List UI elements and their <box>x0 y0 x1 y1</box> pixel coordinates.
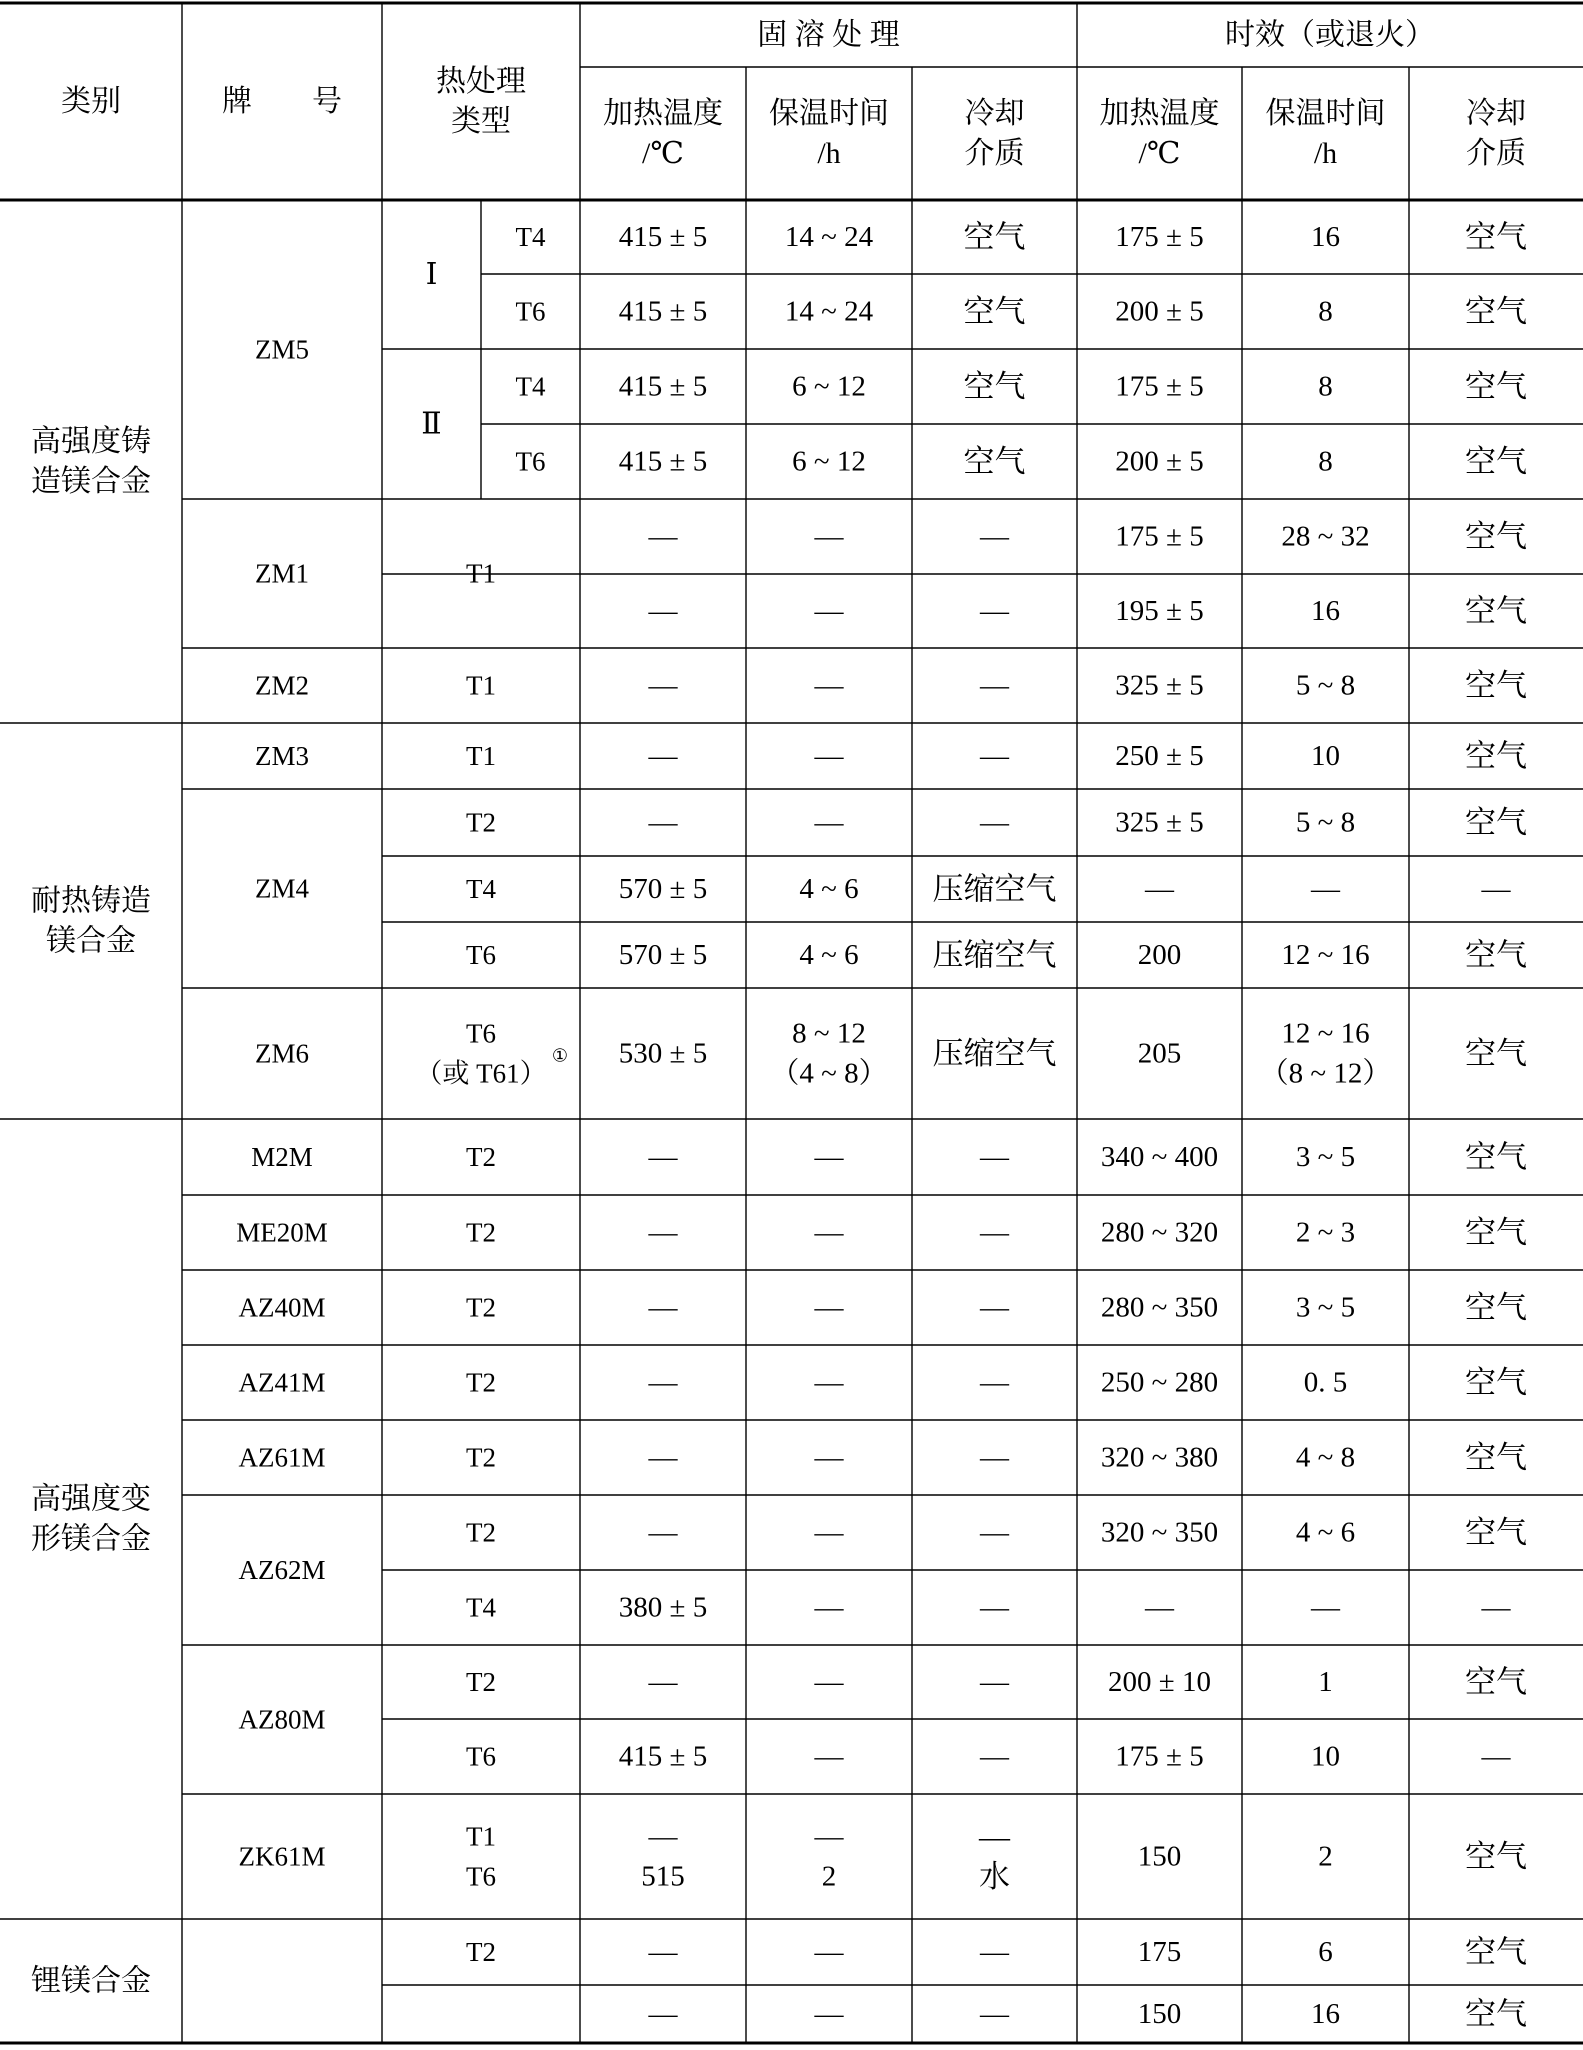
cell-age-cool: 空气 <box>1465 1139 1527 1175</box>
grade-label: ZM2 <box>255 670 309 701</box>
cell-sol-temp: — <box>648 1441 678 1474</box>
cell-age-time: 8 <box>1318 295 1333 328</box>
cell-age-time: 28 ~ 32 <box>1281 520 1370 553</box>
cell-age-temp: 200 <box>1137 939 1182 971</box>
cell-age-time: 2 ~ 3 <box>1295 1216 1356 1249</box>
cell-sol-temp: — <box>648 1820 678 1853</box>
cell-sol-temp: — <box>648 669 678 702</box>
cell-sol-temp: — <box>648 1666 678 1698</box>
cell-age-temp: 320 ~ 380 <box>1100 1441 1219 1474</box>
cell-age-temp: 340 ~ 400 <box>1100 1141 1219 1173</box>
treatment-label: T2 <box>466 1142 496 1172</box>
cell-sol-cool: 空气 <box>963 219 1026 255</box>
cell-age-time: — <box>1311 1591 1340 1624</box>
header-hold-time: 保温时间 <box>769 97 889 130</box>
treatment-label: T4 <box>466 1592 496 1623</box>
cell-age-time: 2 <box>1318 1840 1333 1873</box>
cell-sol-cool: — <box>979 1819 1010 1854</box>
cell-age-temp: 200 ± 5 <box>1115 295 1204 328</box>
cell-sol-time: — <box>814 1998 844 2030</box>
cell-sol-time: — <box>814 1740 844 1773</box>
cell-age-temp: 250 ± 5 <box>1115 740 1204 772</box>
grade-label: M2M <box>251 1142 313 1172</box>
cell-sol-cool: 压缩空气 <box>932 937 1057 973</box>
category-label: 形镁合金 <box>31 1522 151 1556</box>
cell-age-temp: 325 ± 5 <box>1115 669 1204 702</box>
cell-sol-temp: — <box>648 806 678 839</box>
cell-sol-time: 14 ~ 24 <box>784 295 874 328</box>
treatment-label: T6 <box>515 446 546 477</box>
cell-sol-temp: 570 ± 5 <box>618 939 708 971</box>
treatment-label: T6 <box>466 1018 496 1049</box>
cell-sol-temp: — <box>648 1366 678 1399</box>
cell-age-cool: 空气 <box>1465 1215 1527 1250</box>
category-label: 锂镁合金 <box>31 1964 151 1998</box>
cell-sol-time: 6 ~ 12 <box>792 370 866 403</box>
cell-sol-time: — <box>814 1216 844 1249</box>
cell-sol-cool: — <box>980 1936 1009 1968</box>
cell-sol-cool: — <box>980 669 1009 702</box>
category-label: 造镁合金 <box>31 465 151 498</box>
cell-age-time: 0. 5 <box>1303 1366 1348 1399</box>
cell-sol-temp: — <box>648 1141 678 1173</box>
cell-age-temp: 150 <box>1137 1998 1182 2030</box>
cell-sol-time: — <box>814 1936 844 1968</box>
cell-sol-temp: — <box>648 595 678 627</box>
treatment-label: T4 <box>466 874 496 904</box>
cell-sol-time: — <box>814 520 844 553</box>
cell-sol-cool: — <box>980 806 1009 839</box>
cell-sol-cool: — <box>980 1591 1009 1624</box>
grade-label: ZM6 <box>255 1038 309 1069</box>
cell-sol-cool: — <box>980 1441 1009 1474</box>
cell-sol-cool: — <box>980 1998 1009 2030</box>
cell-sol-temp: 415 ± 5 <box>618 370 708 403</box>
grade-label: ZM1 <box>255 558 309 589</box>
cell-sol-temp: 415 ± 5 <box>618 221 708 253</box>
cell-sol-temp: — <box>648 1936 678 1968</box>
table-text <box>31 19 1527 2032</box>
header-cooling: 冷却 <box>1466 97 1526 130</box>
cell-sol-cool: — <box>980 1666 1009 1698</box>
cell-sol-cool: 压缩空气 <box>932 1036 1057 1071</box>
header-treatment-type: 类型 <box>451 105 511 138</box>
cell-age-time: （8 ~ 12） <box>1259 1057 1392 1090</box>
grade-label: ZM5 <box>255 334 309 365</box>
header-hold-time: /h <box>817 137 841 170</box>
header-aging: 时效（或退火） <box>1225 18 1435 52</box>
cell-age-temp: 195 ± 5 <box>1115 595 1204 627</box>
cell-age-cool: 空气 <box>1465 444 1527 479</box>
cell-sol-time: — <box>814 669 844 702</box>
cell-age-time: 4 ~ 8 <box>1295 1441 1356 1474</box>
cell-age-time: 5 ~ 8 <box>1295 669 1356 702</box>
cell-sol-temp: — <box>648 1216 678 1249</box>
treatment-label: T4 <box>515 222 546 252</box>
cell-age-time: 6 <box>1318 1936 1333 1968</box>
cell-age-time: 12 ~ 16 <box>1281 939 1370 971</box>
grade-label: AZ80M <box>238 1704 326 1735</box>
cell-age-time: 1 <box>1318 1666 1333 1698</box>
cell-sol-time: 2 <box>821 1860 837 1893</box>
cell-age-cool: 空气 <box>1465 219 1527 255</box>
cell-age-cool: 空气 <box>1465 1290 1527 1325</box>
cell-age-cool: 空气 <box>1465 1440 1527 1475</box>
cell-sol-time: — <box>814 1516 844 1549</box>
cell-sol-time: — <box>814 1141 844 1173</box>
cell-age-cool: 空气 <box>1465 937 1527 973</box>
header-treatment-type: 热处理 <box>436 65 526 98</box>
treatment-label: T2 <box>466 1937 496 1967</box>
cell-age-cool: 空气 <box>1465 593 1527 629</box>
treatment-label: T4 <box>515 371 546 402</box>
treatment-label: T2 <box>466 1442 496 1473</box>
cell-age-cool: 空气 <box>1465 1515 1527 1550</box>
cell-sol-cool: — <box>980 1516 1009 1549</box>
treatment-label: T2 <box>466 1517 496 1548</box>
cell-sol-cool: — <box>980 1740 1009 1773</box>
cell-sol-time: — <box>814 1441 844 1474</box>
cell-sol-temp: — <box>648 740 678 772</box>
grade-label: AZ41M <box>238 1367 326 1398</box>
cell-sol-temp: 415 ± 5 <box>618 295 708 328</box>
header-solution-treatment: 固 溶 处 理 <box>757 18 900 52</box>
treatment-label: T1 <box>466 1821 496 1852</box>
cell-age-time: 16 <box>1311 1998 1340 2030</box>
grade-label: AZ40M <box>238 1292 326 1323</box>
cell-sol-cool: 空气 <box>963 294 1026 329</box>
treatment-label: T2 <box>466 1217 496 1248</box>
cell-age-temp: 325 ± 5 <box>1115 806 1204 839</box>
cell-sol-time: — <box>814 595 844 627</box>
cell-sol-cool: — <box>980 1366 1009 1399</box>
cell-age-time: 10 <box>1311 1740 1340 1773</box>
cell-sol-time: — <box>814 806 844 839</box>
grade-label: AZ62M <box>238 1555 326 1585</box>
grade-label: ZM4 <box>255 873 309 904</box>
cell-age-cool: 空气 <box>1465 519 1527 554</box>
cell-sol-temp: 415 ± 5 <box>618 1740 708 1773</box>
cell-age-temp: 250 ~ 280 <box>1100 1366 1219 1399</box>
cell-age-cool: 空气 <box>1465 738 1527 774</box>
cell-sol-temp: 570 ± 5 <box>618 873 708 905</box>
cell-age-time: 8 <box>1318 445 1333 478</box>
cell-age-cool: 空气 <box>1465 294 1527 329</box>
cell-age-cool: — <box>1481 1591 1511 1624</box>
header-cooling: 冷却 <box>964 97 1025 130</box>
grade-label: AZ61M <box>238 1442 326 1473</box>
category-label: 高强度铸 <box>31 425 151 458</box>
cell-sol-temp: 415 ± 5 <box>618 445 708 478</box>
cell-age-time: 3 ~ 5 <box>1295 1141 1356 1173</box>
header-hold-time: 保温时间 <box>1265 97 1386 130</box>
cell-age-cool: 空气 <box>1465 1934 1527 1970</box>
zm5-class-label: Ⅰ <box>425 258 438 291</box>
cell-sol-time: 14 ~ 24 <box>784 221 874 253</box>
category-label: 耐热铸造 <box>31 884 151 918</box>
grade-label: ZK61M <box>238 1841 326 1872</box>
cell-age-cool: 空气 <box>1465 369 1527 404</box>
cell-age-cool: — <box>1481 1740 1511 1773</box>
cell-age-cool: 空气 <box>1465 805 1527 840</box>
treatment-label: T1 <box>466 741 496 771</box>
cell-sol-cool: — <box>980 1216 1009 1249</box>
cell-age-temp: 175 ± 5 <box>1115 221 1204 253</box>
cell-age-temp: — <box>1145 1591 1174 1624</box>
header-heat-temp: 加热温度 <box>1099 97 1220 130</box>
cell-sol-temp: 530 ± 5 <box>618 1037 708 1070</box>
cell-age-time: 3 ~ 5 <box>1295 1291 1356 1324</box>
cell-sol-cool: — <box>980 520 1009 553</box>
cell-age-temp: 175 ± 5 <box>1115 370 1204 403</box>
treatment-label: T2 <box>466 1292 496 1323</box>
treatment-label: T2 <box>466 1667 496 1697</box>
cell-sol-cool: 压缩空气 <box>932 871 1057 907</box>
cell-age-temp: 320 ~ 350 <box>1100 1516 1219 1549</box>
treatment-label: T6 <box>466 940 496 970</box>
cell-sol-time: — <box>814 740 844 772</box>
cell-sol-cool: 空气 <box>963 369 1026 404</box>
cell-sol-time: 6 ~ 12 <box>792 445 866 478</box>
cell-age-temp: 205 <box>1137 1037 1182 1070</box>
cell-age-time: 8 <box>1318 370 1333 403</box>
treatment-label: T1 <box>466 670 496 701</box>
cell-age-temp: 150 <box>1137 1840 1182 1873</box>
treatment-label: T2 <box>466 1367 496 1398</box>
cell-age-temp: 280 ~ 350 <box>1100 1291 1219 1324</box>
header-grade: 牌 号 <box>222 85 342 118</box>
cell-sol-cool: — <box>980 1141 1009 1173</box>
cell-sol-time: — <box>814 1366 844 1399</box>
cell-age-time: 12 ~ 16 <box>1281 1017 1370 1050</box>
cell-sol-temp: — <box>648 1516 678 1549</box>
cell-sol-temp: 515 <box>641 1860 685 1893</box>
cell-age-cool: — <box>1481 873 1511 905</box>
cell-sol-temp: — <box>648 520 678 553</box>
cell-sol-time: 4 ~ 6 <box>799 873 859 905</box>
treatment-label: （或 T61） <box>415 1058 547 1089</box>
cell-sol-time: — <box>814 1291 844 1324</box>
cell-age-cool: 空气 <box>1465 668 1527 703</box>
header-hold-time: /h <box>1313 137 1338 170</box>
cell-age-temp: 175 ± 5 <box>1115 1740 1204 1773</box>
cell-sol-cool: 空气 <box>963 444 1026 479</box>
cell-age-cool: 空气 <box>1465 1664 1527 1700</box>
cell-age-temp: 280 ~ 320 <box>1100 1216 1219 1249</box>
cell-age-cool: 空气 <box>1465 1996 1527 2032</box>
treatment-label: T1 <box>466 558 496 589</box>
cell-sol-cool: — <box>980 740 1009 772</box>
header-category: 类别 <box>61 85 121 118</box>
cell-age-cool: 空气 <box>1465 1365 1527 1400</box>
cell-age-cool: 空气 <box>1465 1036 1527 1071</box>
category-label: 高强度变 <box>31 1482 151 1516</box>
treatment-label: T2 <box>466 807 496 838</box>
category-label: 镁合金 <box>46 924 136 958</box>
header-heat-temp: /℃ <box>642 137 684 170</box>
cell-age-time: 4 ~ 6 <box>1295 1516 1356 1549</box>
header-cooling: 介质 <box>1466 137 1526 170</box>
cell-sol-time: （4 ~ 8） <box>770 1057 888 1090</box>
cell-sol-cool: — <box>980 595 1009 627</box>
cell-age-time: 16 <box>1311 221 1340 253</box>
header-heat-temp: 加热温度 <box>603 97 723 130</box>
header-heat-temp: /℃ <box>1138 137 1181 170</box>
grade-label: ZM3 <box>255 741 309 771</box>
cell-age-temp: 200 ± 10 <box>1108 1666 1211 1698</box>
cell-sol-time: 8 ~ 12 <box>792 1017 866 1050</box>
treatment-label: T6 <box>466 1861 496 1892</box>
zm5-class-label: Ⅱ <box>421 407 442 441</box>
cell-age-time: 16 <box>1311 595 1340 627</box>
cell-age-temp: 175 ± 5 <box>1115 520 1204 553</box>
cell-sol-temp: 380 ± 5 <box>618 1591 708 1624</box>
cell-age-time: 10 <box>1311 740 1340 772</box>
grade-label: ME20M <box>236 1217 328 1248</box>
cell-sol-time: 4 ~ 6 <box>799 939 859 971</box>
cell-age-time: 5 ~ 8 <box>1295 806 1356 839</box>
header-cooling: 介质 <box>964 137 1025 170</box>
cell-age-temp: — <box>1145 873 1174 905</box>
cell-sol-cool: — <box>980 1291 1009 1324</box>
cell-sol-cool: 水 <box>979 1859 1010 1894</box>
cell-sol-time: — <box>814 1591 844 1624</box>
cell-age-temp: 200 ± 5 <box>1115 445 1204 478</box>
treatment-label: T6 <box>515 296 546 327</box>
cell-sol-temp: — <box>648 1291 678 1324</box>
cell-age-temp: 175 <box>1137 1936 1182 1968</box>
cell-sol-time: — <box>814 1666 844 1698</box>
cell-age-time: — <box>1311 873 1340 905</box>
cell-sol-temp: — <box>648 1998 678 2030</box>
cell-age-cool: 空气 <box>1465 1839 1527 1874</box>
treatment-label: T6 <box>466 1741 496 1772</box>
cell-sol-time: — <box>814 1820 844 1853</box>
footnote-mark: ① <box>551 1045 569 1066</box>
